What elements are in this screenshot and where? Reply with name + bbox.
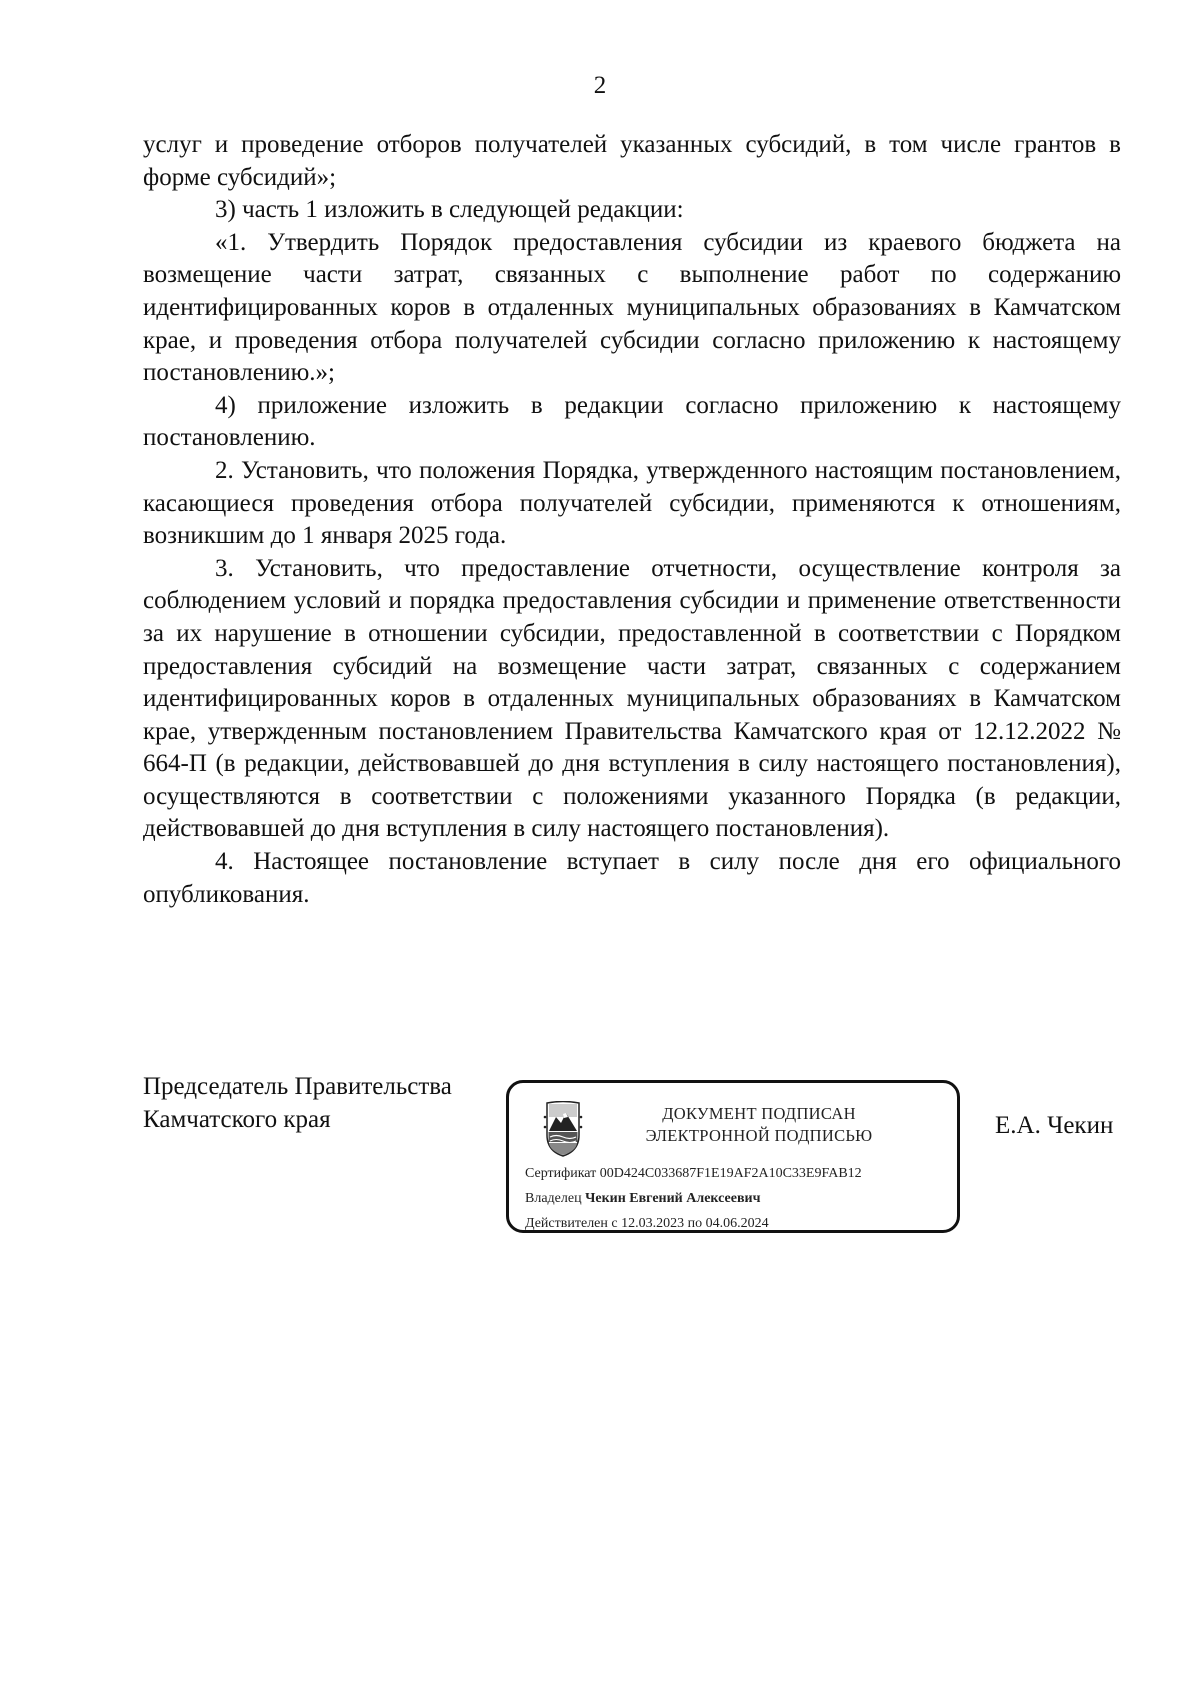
paragraph-clause-3: 3. Установить, что предоставление отчетности, осуществление контроля за соблюдением условий и порядка предоставления субсидии и применение ответственности за их нарушение в отношении субсидии, предоставленной в соответствии с Порядком предоставления субсидий на возмещение части затрат, связанных с содержанием идентифицированных коров в отдаленных муниципальных образованиях в Камчатском крае, утвержденным постановлением Правительства Камчатского края от 12.12.2022 № 664-П (в редакции, действовавшей до дня вступления в силу настоящего постановления), осуществляются в соответствии с положениями указанного Порядка (в редакции, действовавшей до дня вступления в силу настоящего постановления). — [143, 554, 1121, 843]
valid-from-date: 12.03.2023 — [621, 1216, 685, 1231]
paragraph-continuation: услуг и проведение отборов получателей указанных субсидий, в том числе грантов в форме субсидий»; — [143, 131, 1121, 191]
paragraph-clause-2: 2. Установить, что положения Порядка, утвержденного настоящим постановлением, касающиеся проведения отбора получателей субсидии, применяются к отношениям, возникшим до 1 января 2025 года. — [143, 456, 1121, 550]
paragraph-quoted-part-1: «1. Утвердить Порядок предоставления субсидии из краевого бюджета на возмещение части затрат, связанных с выполнение работ по содержанию идентифицированных коров в отдаленных муниципальных образованиях в Камчатском крае, и проведения отбора получателей субсидии согласно приложению к настоящему постановлению.»; — [143, 228, 1121, 387]
valid-label: Действителен — [525, 1216, 608, 1231]
certificate-row — [525, 1161, 955, 1186]
stamp-heading-line2: ЭЛЕКТРОННОЙ ПОДПИСЬЮ — [645, 1126, 873, 1145]
stamp-details — [525, 1161, 955, 1236]
owner-value: Чекин Евгений Алексеевич — [585, 1191, 761, 1206]
stamp-heading-line1: ДОКУМЕНТ ПОДПИСАН — [662, 1104, 856, 1123]
valid-to-date: 04.06.2024 — [705, 1216, 769, 1231]
paragraph-item-4: 4) приложение изложить в редакции согласно приложению к настоящему постановлению. — [143, 391, 1121, 452]
kamchatka-coat-of-arms-icon — [542, 1101, 584, 1157]
validity-row — [525, 1211, 955, 1236]
page-number: 2 — [593, 72, 607, 99]
certificate-value: 00D424C033687F1E19AF2A10C33E9FAB12 — [599, 1166, 862, 1181]
valid-from-label: с — [611, 1216, 618, 1231]
certificate-label: Сертификат — [525, 1166, 597, 1181]
signer-position — [143, 1071, 503, 1136]
signer-position-line2: Камчатского края — [143, 1105, 331, 1133]
owner-label: Владелец — [525, 1191, 582, 1206]
signer-position-line1: Председатель Правительства — [143, 1073, 452, 1100]
valid-to-label: по — [687, 1216, 703, 1231]
paragraph-item-3: 3) часть 1 изложить в следующей редакции: — [215, 196, 684, 224]
electronic-signature-stamp — [506, 1080, 960, 1233]
document-body — [143, 129, 1121, 911]
owner-row — [525, 1186, 955, 1211]
paragraph-clause-4: 4. Настоящее постановление вступает в силу после дня его официального опубликования. — [143, 848, 1121, 908]
stamp-heading — [609, 1103, 909, 1147]
signer-name: Е.А. Чекин — [995, 1112, 1114, 1139]
